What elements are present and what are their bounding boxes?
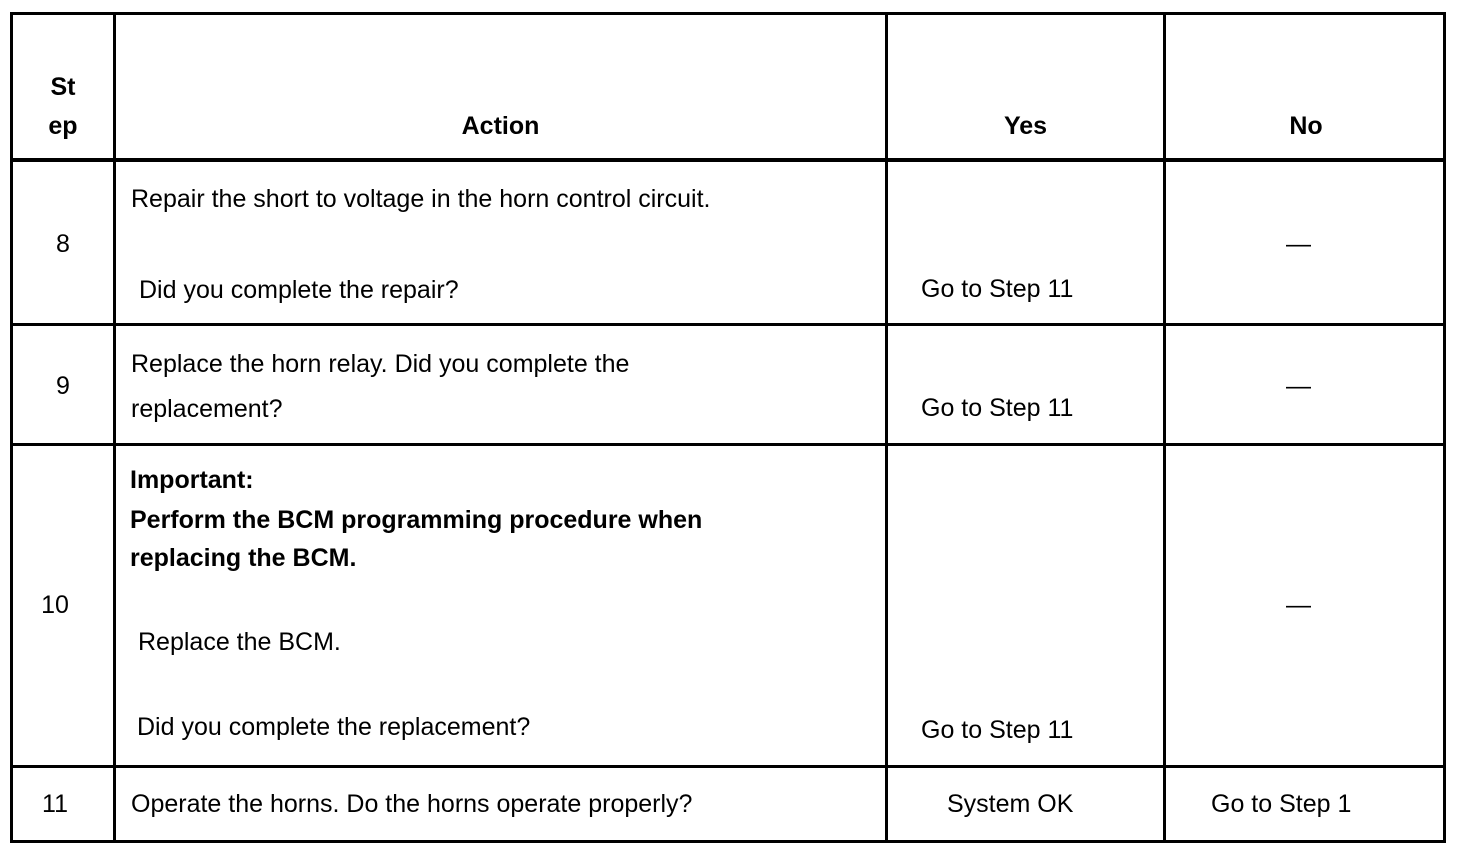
row-10-step: 10 (41, 591, 69, 619)
diagnostic-table (10, 12, 1446, 843)
row-11-yes: System OK (947, 790, 1074, 818)
row-8-action: Repair the short to voltage in the horn control circuit. (131, 185, 711, 213)
header-divider (13, 158, 1443, 162)
header-action: Action (461, 112, 540, 140)
row-9-no: — (1286, 372, 1311, 400)
row-10-important-line2: replacing the BCM. (130, 544, 357, 572)
row-divider-10 (13, 765, 1443, 768)
header-yes: Yes (1003, 112, 1048, 140)
row-10-important-label: Important: (130, 466, 254, 494)
row-10-action: Replace the BCM. (138, 628, 341, 656)
row-9-step: 9 (56, 372, 70, 400)
row-10-question: Did you complete the replacement? (137, 713, 531, 741)
row-8-question: Did you complete the repair? (139, 276, 459, 304)
row-divider-8 (13, 323, 1443, 326)
row-10-yes: Go to Step 11 (921, 716, 1074, 744)
header-step-line1: St (50, 73, 76, 101)
row-11-step: 11 (42, 790, 68, 818)
row-8-no: — (1286, 230, 1311, 258)
row-10-important-line1: Perform the BCM programming procedure when (130, 506, 703, 534)
header-step-line2: ep (48, 112, 78, 140)
row-9-action-line1: Replace the horn relay. Did you complete the (131, 350, 630, 378)
row-8-yes: Go to Step 11 (921, 275, 1074, 303)
row-11-action: Operate the horns. Do the horns operate properly? (131, 790, 693, 818)
row-9-yes: Go to Step 11 (921, 394, 1074, 422)
header-no: No (1289, 112, 1323, 140)
row-10-no: — (1286, 591, 1311, 619)
row-divider-9 (13, 443, 1443, 446)
row-11-no: Go to Step 1 (1211, 790, 1352, 818)
row-9-action-line2: replacement? (131, 395, 283, 423)
row-8-step: 8 (56, 230, 70, 258)
